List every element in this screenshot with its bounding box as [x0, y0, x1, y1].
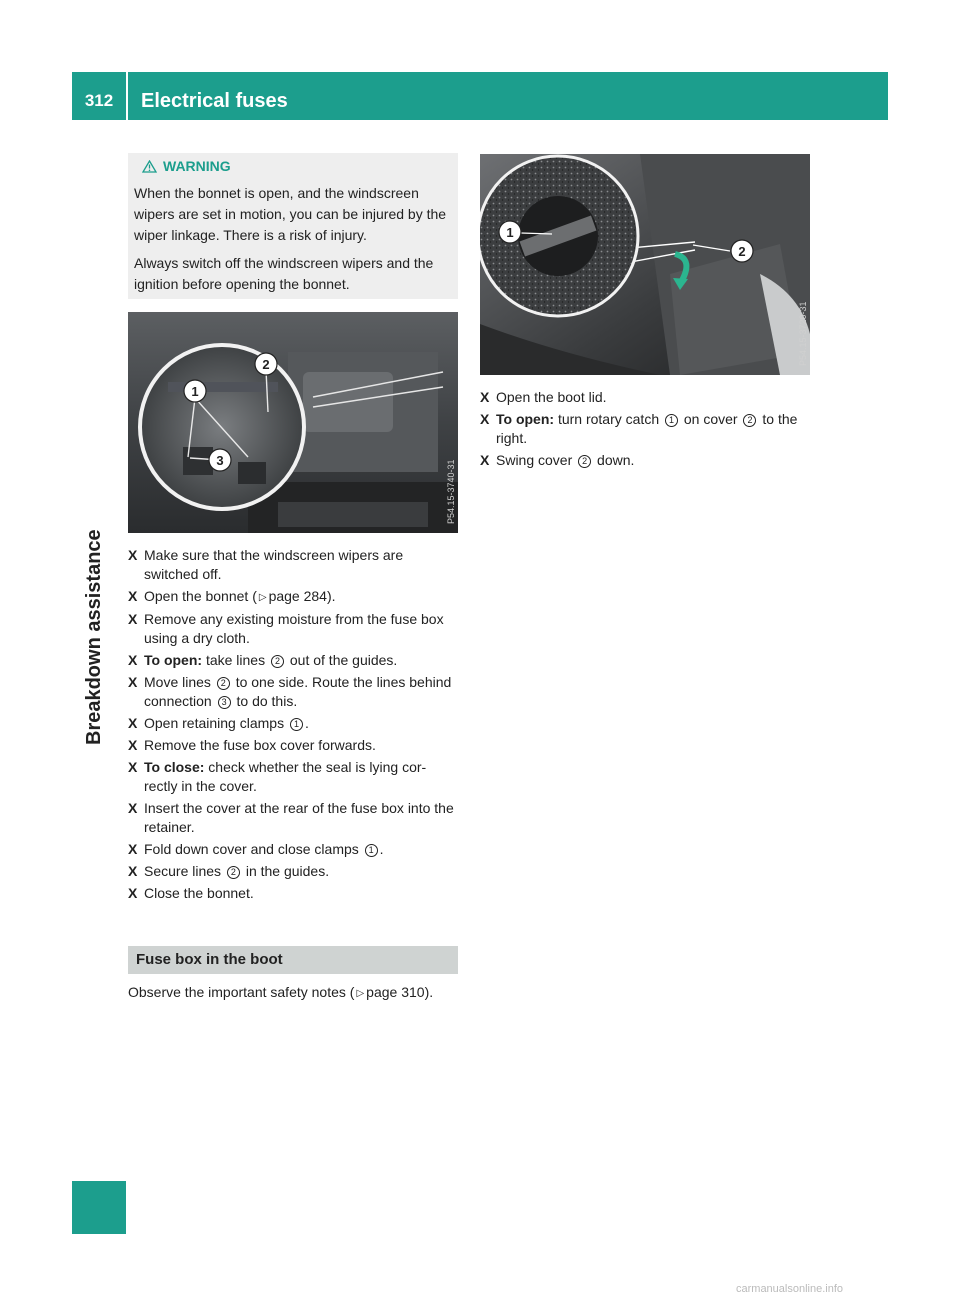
warning-text-1: When the bonnet is open, and the windscreen wipers are set in motion, you can be injured by the wiper linkage. There is a risk of injury. — [134, 185, 447, 243]
list-item: X To open: take lines 2 out of the guides. — [128, 652, 398, 668]
callout-2 — [731, 240, 753, 262]
list-item: X Open retaining clamps 1 . — [128, 715, 309, 731]
section-heading: Fuse box in the boot — [128, 946, 458, 974]
list-item: X Secure lines 2 in the guides. — [128, 863, 330, 879]
svg-text:2: 2 — [262, 357, 270, 372]
chapter-title: Electrical fuses — [141, 90, 288, 112]
header-divider — [126, 72, 128, 120]
side-section-label — [70, 529, 124, 835]
list-item: X To close: check whether the seal is lying cor- rectly in the cover. — [128, 759, 427, 794]
list-item: X Close the bonnet. — [128, 885, 254, 901]
callout-2 — [255, 353, 277, 375]
procedure-list-engine — [128, 546, 460, 906]
list-item: X Move lines 2 to one side. Route the lines behind connection 3 to do this. — [128, 674, 452, 709]
warning-triangle-icon — [142, 160, 157, 173]
boot-photo — [480, 154, 810, 375]
list-item: X To open: turn rotary catch 1 on cover 2 to the right. — [480, 411, 798, 446]
page-ref-icon: ▷ — [356, 988, 365, 999]
list-item: X Insert the cover at the rear of the fuse box into the retainer. — [128, 800, 454, 835]
list-item: X Remove any existing moisture from the fuse box using a dry cloth. — [128, 611, 444, 646]
svg-text:2: 2 — [738, 244, 746, 259]
list-item: X Remove the fuse box cover forwards. — [128, 737, 376, 753]
side-tab-marker — [72, 1181, 126, 1234]
warning-heading — [142, 158, 231, 174]
warning-label: WARNING — [163, 158, 231, 174]
list-item: X Open the boot lid. — [480, 389, 607, 405]
svg-text:1: 1 — [191, 384, 199, 399]
side-section-text: Breakdown assistance — [83, 529, 105, 745]
svg-text:3: 3 — [216, 453, 224, 468]
warning-box — [128, 153, 458, 299]
page-ref-icon: ▷ — [258, 592, 267, 603]
procedure-list-boot — [480, 388, 812, 473]
callout-1 — [184, 380, 206, 402]
engine-bay-photo — [128, 312, 458, 533]
page-header — [72, 72, 888, 120]
warning-text-2: Always switch off the windscreen wipers and the ignition before opening the bonnet. — [134, 255, 434, 292]
figure-code: P54.15-3740-31 — [446, 459, 456, 524]
list-item: X Swing cover 2 down. — [480, 452, 635, 468]
watermark-text: carmanualsonline.info — [736, 1283, 844, 1295]
section-paragraph: Observe the important safety notes ( ▷ page 310). — [128, 983, 458, 1003]
list-item: X Make sure that the windscreen wipers are switched off. — [128, 547, 404, 582]
page-number: 312 — [84, 91, 114, 110]
callout-1 — [499, 221, 521, 243]
callout-3 — [209, 449, 231, 471]
list-item: X Open the bonnet ( ▷ page 284). — [128, 587, 460, 607]
list-item: X Fold down cover and close clamps 1 . — [128, 841, 384, 857]
figure-code: P54.15-3720-31 — [798, 301, 808, 366]
svg-text:1: 1 — [506, 225, 514, 240]
